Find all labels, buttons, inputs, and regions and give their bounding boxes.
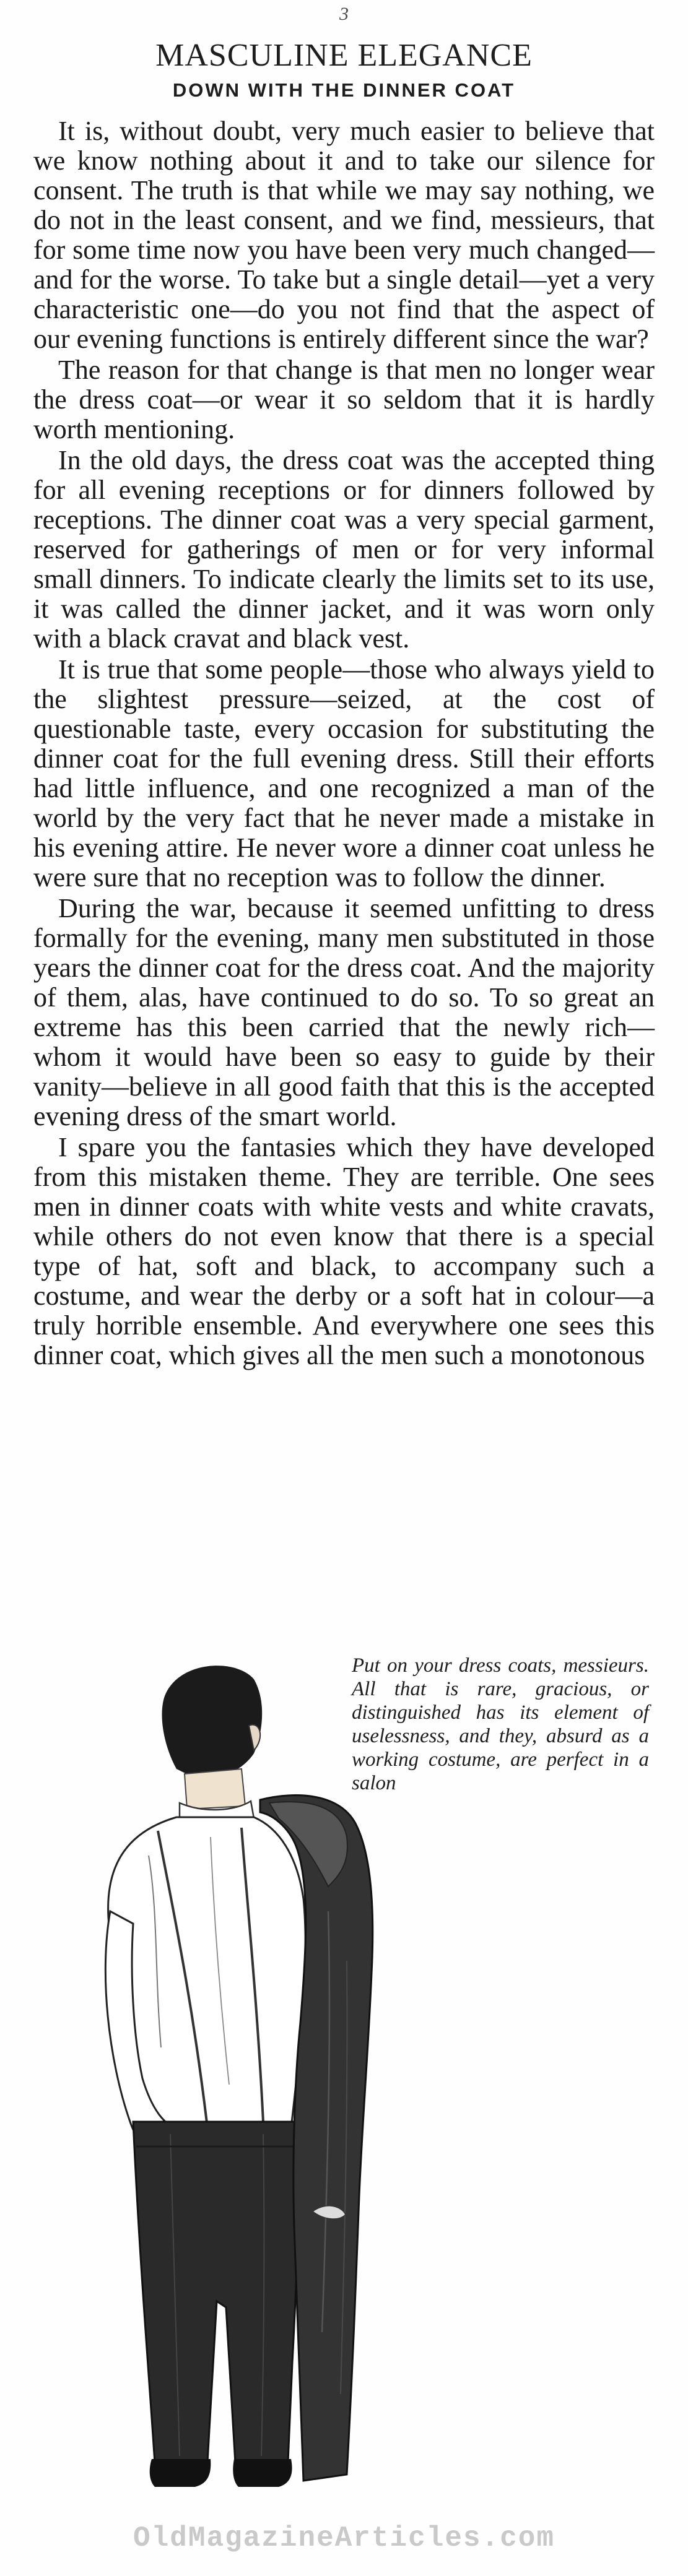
paragraph: During the war, because it seemed unfitting to dress formally for the evening, many men substituted in those years the dinner coat for the dress coat. And the majority of them, alas, have continued to do so. To so great an extreme has this been carried that the newly rich—whom it would have been so easy to guide by their vanity—believe in all good faith that this is the accepted evening dress of the smart world. <box>33 893 655 1131</box>
paragraph: It is true that some people—those who always yield to the slightest pressure—seized, at the cost of questionable taste, every occasion for substituting the dinner coat for the full evening dress. Still their efforts had little influence, and one recognized a man of the world by the very fact that he never made a mistake in his evening attire. He never wore a dinner coat unless he were sure that no reception was to follow the dinner. <box>33 654 655 893</box>
article-subtitle: DOWN WITH THE DINNER COAT <box>172 79 516 101</box>
paragraph: In the old days, the dress coat was the accepted thing for all evening receptions or for dinners followed by receptions. The dinner coat was a very special garment, reserved for gatherings of men or for very informal small dinners. To indicate clearly the limits set to its use, it was called the dinner jacket, and it was worn only with a black cravat and black vest. <box>33 445 655 654</box>
paragraph: It is, without doubt, very much easier to believe that we know nothing about it and to take our silence for consent. The truth is that while we may say nothing, we do not in the least consent, and we find, messieurs, that for some time now you have been very much changed—and for the worse. To take but a single detail—yet a very characteristic one—do you not find that the aspect of our evening functions is entirely different since the war? <box>33 116 655 354</box>
page-number: 3 <box>339 4 349 24</box>
article-title: MASCULINE ELEGANCE <box>155 38 533 73</box>
paragraph: The reason for that change is that men no longer wear the dress coat—or wear it so seldom that it is hardly worth mentioning. <box>33 355 655 444</box>
article-body <box>33 116 655 1372</box>
shoe <box>150 2459 211 2487</box>
neck <box>185 1769 245 1809</box>
site-watermark: OldMagazineArticles.com <box>133 2522 555 2554</box>
hair <box>162 1666 263 1779</box>
trousers <box>133 2122 298 2463</box>
shoe <box>233 2459 292 2487</box>
figure-caption: Put on your dress coats, messieurs. All that is rare, gracious, or distinguished has its element of uselessness, and they, absurd as a working costume, are perfect in a salon <box>352 1654 649 1794</box>
paragraph: I spare you the fantasies which they have developed from this mistaken theme. They are terrible. One sees men in dinner coats with white vests and white cravats, while others do not even know that there is a special type of hat, soft and black, to accompany such a costume, and wear the derby or a soft hat in colour—a truly horrible ensemble. And everywhere one sees this dinner coat, which gives all the men such a monotonous <box>33 1132 655 1370</box>
